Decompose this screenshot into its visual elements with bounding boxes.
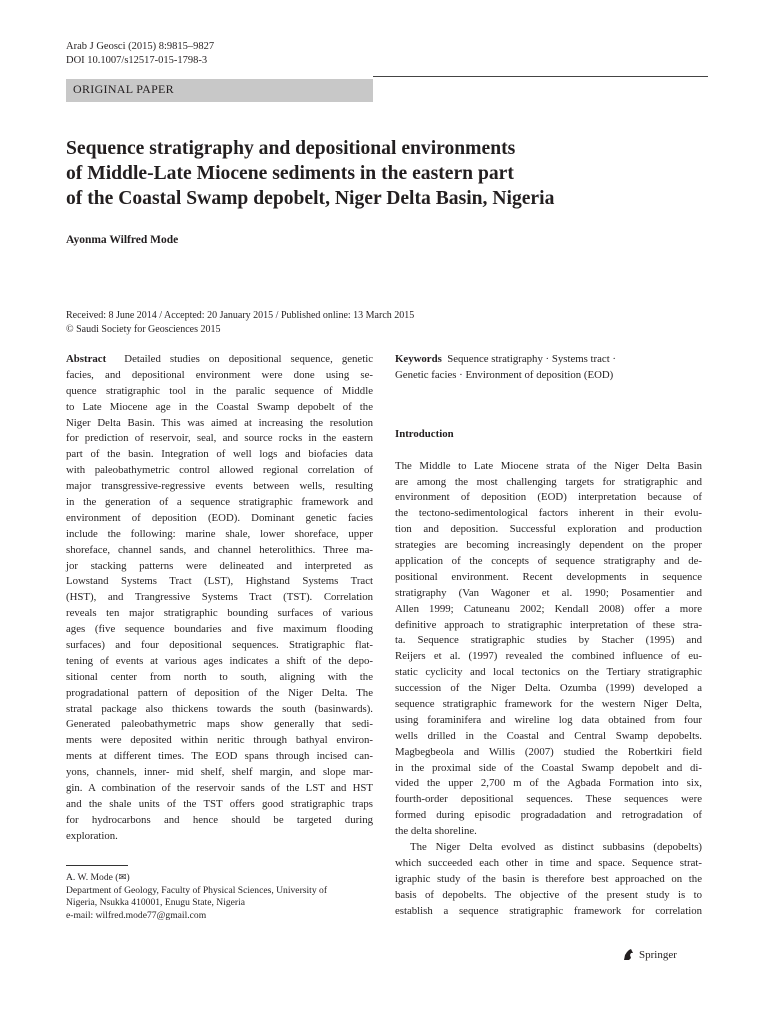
abstract-line: part of the basin. Integration of well logs and biofacies data (66, 448, 373, 461)
journal-citation: Arab J Geosci (2015) 8:9815–9827 (66, 41, 215, 52)
intro-line: The Niger Delta evolved as distinct subbasins (depobelts) (410, 841, 702, 854)
abstract-line: ments at different times. The EOD spans through incised can- (66, 750, 373, 763)
intro-line: which succeeded each other in time and space. Sequence strat- (395, 856, 702, 869)
abstract-label: Abstract (66, 353, 107, 365)
abstract-line: yons, channels, inner- mid shelf, shelf margin, and slope mar- (66, 766, 373, 779)
footnote-affiliation: Department of Geology, Faculty of Physical Sciences, University of (66, 884, 328, 896)
abstract-line: stratal package also thickens towards the south (basinwards). (66, 702, 373, 715)
intro-line: fourth-order depositional sequences. These sequences were (395, 793, 702, 806)
abstract-line: Niger Delta Basin. This was aimed at increasing the resolution (66, 416, 373, 429)
introduction-heading: Introduction (395, 427, 454, 440)
history-dates: Received: 8 June 2014 / Accepted: 20 January 2015 / Published online: 13 March 2015 (66, 310, 415, 321)
paper-type-banner: ORIGINAL PAPER (66, 79, 373, 102)
abstract-line: environment of deposition (EOD). Dominant genetic facies (66, 511, 373, 524)
paper-title (66, 136, 706, 211)
abstract-line: for prediction of reservoir, seal, and source rocks in the eastern (66, 432, 373, 445)
intro-line: using foraminifera and wireline log data obtained from four (395, 713, 702, 726)
publisher-name: Springer (639, 948, 677, 961)
header-rule (373, 76, 708, 77)
intro-line: Magbegbeola and Willis (2007) studied the Robertkiri field (395, 745, 702, 758)
intro-line: static cyclicity and local tectonics on the Tertiary stratigraphic (395, 666, 702, 679)
intro-line: basis of depobelts. The objective of the present study is to (395, 888, 702, 901)
springer-horse-icon (622, 948, 635, 961)
keywords-label: Keywords (395, 353, 442, 365)
title-line: of Middle-Late Miocene sediments in the eastern part (66, 163, 514, 184)
abstract-line: sitional center from north to south, aligning with the (66, 670, 373, 683)
intro-line: vided the upper 2,700 m of the Agbada Formation into six, (395, 777, 702, 790)
abstract-line: Generated paleobathymetric maps show generally that sedi- (66, 718, 373, 731)
abstract-line: include the following: marine shale, lower shoreface, upper (66, 527, 373, 540)
intro-line: Allen 1999; Catuneanu 2002; Kendall 2008) offer a more (395, 602, 702, 615)
author: Ayonma Wilfred Mode (66, 234, 179, 246)
author-footnote (66, 872, 373, 922)
intro-line: establish a sequence stratigraphic framework for correlation (395, 904, 702, 917)
abstract-line: jor stacking patterns were delineated and interpreted as (66, 559, 373, 572)
footnote-affiliation: Nigeria, Nsukka 410001, Enugu State, Nigeria (66, 897, 246, 909)
abstract-line: ages (five sequence boundaries and five maximum flooding (66, 623, 373, 636)
intro-line: the tectono-sedimentological factors inherent in their evolu- (395, 507, 702, 520)
abstract-line: to Late Miocene age in the Coastal Swamp depobelt of the (66, 400, 373, 413)
abstract-line: surfaces) and four depositional sequences. Stratigraphic flat- (66, 639, 373, 652)
intro-line: the delta shoreline. (395, 825, 477, 838)
journal-header (66, 40, 214, 68)
abstract-line: major transgressive-regressive events between wells, resulting (66, 480, 373, 493)
abstract-line: quence stratigraphic tool in the paralic sequence of Middle (66, 384, 373, 397)
abstract-line: for hydrocarbons and hence should be targeted during (66, 813, 373, 826)
abstract-line: shoreface, channel sands, and channel heterolithics. Three ma- (66, 543, 373, 556)
footnote-rule (66, 865, 128, 866)
intro-line: igraphic study of the basin is therefore best approached on the (395, 872, 702, 885)
abstract-line: progradational pattern of deposition of the Niger Delta. The (66, 686, 373, 699)
intro-line: strategies are becoming increasingly dependent on the proper (395, 539, 702, 552)
keywords-line: Genetic facies · Environment of deposition (EOD) (395, 368, 614, 381)
intro-line: positional environment. Recent developments in sequence (395, 570, 702, 583)
abstract-line: (HST), and Trangressive Systems Tract (TST). Correlation (66, 591, 373, 604)
abstract-line: and the shale units of the TST offers good stratigraphic traps (66, 797, 373, 810)
intro-line: environment of deposition (EOD) interpretation because of (395, 491, 702, 504)
publisher-logo (622, 948, 677, 961)
abstract-line: in the generation of a sequence stratigraphic framework and (66, 496, 373, 509)
abstract-line: Lowstand Systems Tract (LST), Highstand Systems Tract (66, 575, 373, 588)
intro-line: are among the most challenging targets for stratigraphic and (395, 475, 702, 488)
intro-line: The Middle to Late Miocene strata of the Niger Delta Basin (395, 459, 702, 472)
intro-line: ta. Sequence stratigraphic studies by Stacher (1995) and (395, 634, 702, 647)
article-history (66, 309, 414, 337)
doi: DOI 10.1007/s12517-015-1798-3 (66, 55, 208, 66)
intro-line: in the proximal side of the Coastal Swamp depobelt and di- (395, 761, 702, 774)
abstract-line: reveals ten major stratigraphic bounding surfaces of various (66, 607, 373, 620)
abstract-line: gin. A combination of the reservoir sands of the LST and HST (66, 782, 373, 795)
intro-line: succession of the Niger Delta. Ozumba (1999) developed a (395, 682, 702, 695)
right-column (395, 352, 702, 920)
copyright: © Saudi Society for Geosciences 2015 (66, 324, 221, 335)
keywords: Keywords Sequence stratigraphy · Systems tract · (395, 353, 617, 365)
abstract-line: exploration. (66, 829, 118, 842)
abstract-line: tening of events at various ages indicates a shift of the depo- (66, 654, 373, 667)
intro-line: definitive approach to stratigraphic interpretation of these stra- (395, 618, 702, 631)
intro-line: Reijers et al. (1997) revealed the combined influence of eu- (395, 650, 702, 663)
abstract (66, 352, 373, 845)
abstract-line: Abstract Detailed studies on depositional sequence, genetic (66, 353, 373, 365)
footnote-email: e-mail: wilfred.mode77@gmail.com (66, 909, 207, 921)
footnote-author: A. W. Mode (✉) (66, 872, 130, 883)
intro-line: sequence stratigraphic framework for the western Niger Delta, (395, 698, 702, 711)
abstract-line: ments were deposited within neritic through bathyal environ- (66, 734, 373, 747)
intro-line: application of the concepts of sequence stratigraphy and de- (395, 555, 702, 568)
abstract-line: with paleobathymetric control allowed regional correlation of (66, 464, 373, 477)
abstract-line: facies, and depositional environment were done using se- (66, 368, 373, 381)
title-line: Sequence stratigraphy and depositional environments (66, 138, 516, 159)
intro-line: wells drilled in the Coastal and Central Swamp depobelts. (395, 729, 702, 742)
intro-line: stratigraphy (Van Wagoner et al. 1990; Posamentier and (395, 586, 702, 599)
intro-line: tion and deposition. Successful exploration and production (395, 523, 702, 536)
intro-line: formed during episodic progradadation and retrogradation of (395, 809, 702, 822)
title-line: of the Coastal Swamp depobelt, Niger Delta Basin, Nigeria (66, 188, 555, 209)
